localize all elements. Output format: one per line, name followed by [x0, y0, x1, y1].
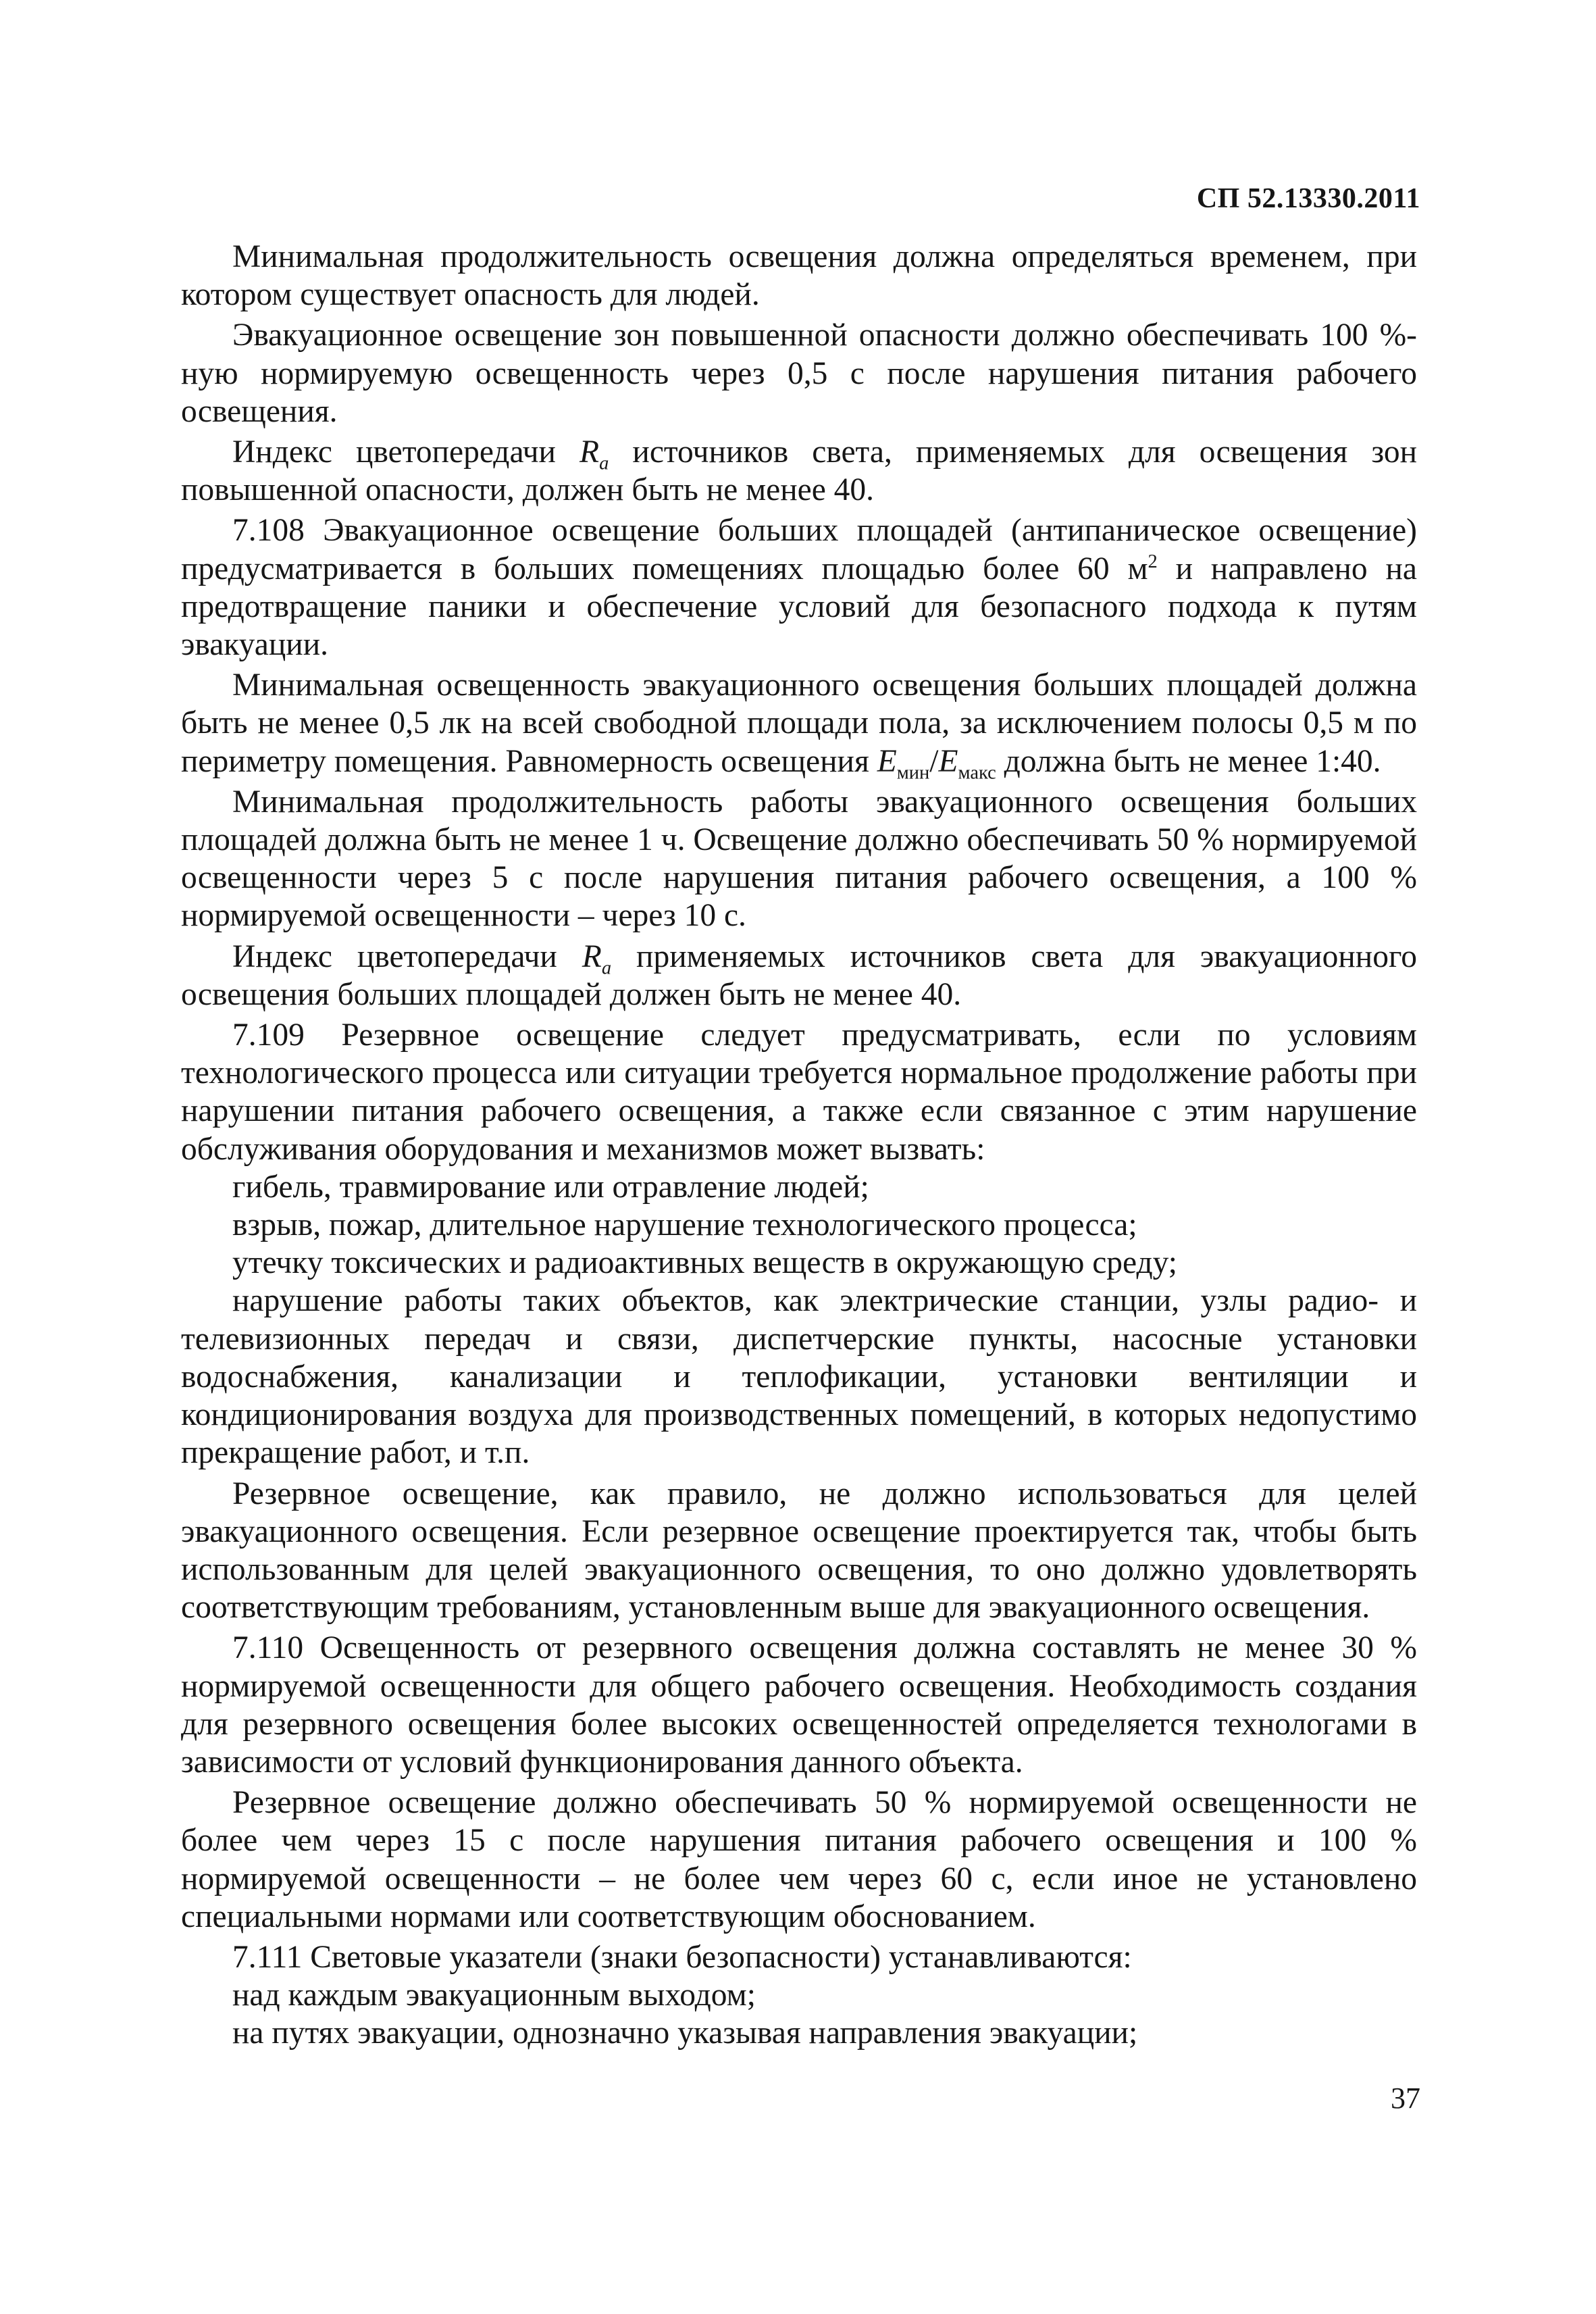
- paragraph: Минимальная продолжительность освещения должна определяться временем, при котором существует опасность для людей.: [181, 239, 1417, 313]
- variable-subscript: макс: [958, 762, 996, 784]
- list-item: взрыв, пожар, длительное нарушение технологического процесса;: [232, 1207, 1137, 1243]
- document-code: СП 52.13330.2011: [1196, 183, 1420, 214]
- text-run: /: [929, 743, 939, 779]
- paragraph: Минимальная продолжительность работы эвакуационного освещения больших площадей должна быть не менее 1 ч. Освещение должно обеспечивать 50 % нормируемой освещенности через 5 с после нарушения питания рабочего освещения, а 100 % нормируемой освещенности – через 10 с.: [181, 784, 1417, 934]
- paragraph: [181, 433, 1417, 509]
- variable-symbol: R: [582, 938, 602, 974]
- variable-subscript: a: [601, 957, 612, 979]
- paragraph: [181, 511, 1417, 663]
- variable-subscript: мин: [896, 762, 930, 784]
- text-run: должна быть не менее 1:40.: [996, 743, 1381, 779]
- paragraph: Резервное освещение должно обеспечивать 50 % нормируемой освещенности не более чем через 15 с после нарушения питания рабочего освещения и 100 % нормируемой освещенности – не более чем через 60 с, если иное не установлено специальными нормами или соответствующим обоснованием.: [181, 1785, 1417, 1934]
- variable-symbol: E: [877, 743, 897, 779]
- paragraph: 7.109 Резервное освещение следует предусматривать, если по условиям технологического процесса или ситуации требуется нормальное продолжение работы при нарушении питания рабочего освещения, а также если связанное с этим нарушение обслуживания оборудования и механизмов может вызвать:: [181, 1017, 1417, 1167]
- paragraph: 7.110 Освещенность от резервного освещения должна составлять не менее 30 % нормируемой освещенности для общего рабочего освещения. Необходимость создания для резервного освещения более высоких освещенностей определяется технологами в зависимости от условий функционирования данного объекта.: [181, 1630, 1417, 1780]
- list-item: на путях эвакуации, однозначно указывая направления эвакуации;: [232, 2015, 1138, 2051]
- text-run: Индекс цветопередачи: [232, 434, 580, 470]
- text-run: источников света, применяемых для освещения зон повышенной опасности, должен быть не менее 40.: [181, 434, 1417, 508]
- text-run: и направлено на предотвращение паники и обеспечение условий для безопасного подхода к путям эвакуации.: [181, 551, 1417, 663]
- text-run: Индекс цветопередачи: [232, 938, 582, 974]
- page-number: 37: [1391, 2082, 1420, 2115]
- text-run: Минимальная освещенность эвакуационного освещения больших площадей должна быть не менее 0,5 лк на всей свободной площади пола, за исключением полосы 0,5 м по периметру помещения. Равномерность освещения: [181, 668, 1417, 779]
- paragraph: Эвакуационное освещение зон повышенной опасности должно обеспечивать 100 %-ную нормируемую освещенность через 0,5 с после нарушения питания рабочего освещения.: [181, 318, 1417, 429]
- paragraph: 7.111 Световые указатели (знаки безопасности) устанавливаются:: [232, 1939, 1132, 1975]
- list-item: нарушение работы таких объектов, как электрические станции, узлы радио- и телевизионных передач и связи, диспетчерские пункты, насосные установки водоснабжения, канализации и теплофикации, установки вентиляции и кондиционирования воздуха для производственных помещений, в которых недопустимо прекращение работ, и т.п.: [181, 1283, 1417, 1471]
- variable-symbol: R: [580, 434, 600, 470]
- text-run: применяемых источников света для эвакуационного освещения больших площадей должен быть не менее 40.: [181, 938, 1417, 1012]
- paragraph: [181, 938, 1417, 1013]
- superscript: 2: [1148, 551, 1158, 572]
- paragraph: [181, 666, 1417, 784]
- list-item: гибель, травмирование или отравление людей;: [232, 1169, 869, 1205]
- text-run: 7.108 Эвакуационное освещение больших площадей (антипаническое освещение) предусматривается в больших помещениях площадью более 60 м: [181, 513, 1417, 586]
- list-item: утечку токсических и радиоактивных веществ в окружающую среду;: [232, 1245, 1177, 1281]
- variable-symbol: E: [938, 743, 958, 779]
- list-item: над каждым эвакуационным выходом;: [232, 1978, 756, 2013]
- document-body: [181, 238, 1417, 2053]
- paragraph: Резервное освещение, как правило, не должно использоваться для целей эвакуационного освещения. Если резервное освещение проектируется так, чтобы быть использованным для целей эвакуационного освещения, то оно должно удовлетворять соответствующим требованиям, установленным выше для эвакуационного освещения.: [181, 1476, 1417, 1626]
- variable-subscript: a: [599, 453, 609, 474]
